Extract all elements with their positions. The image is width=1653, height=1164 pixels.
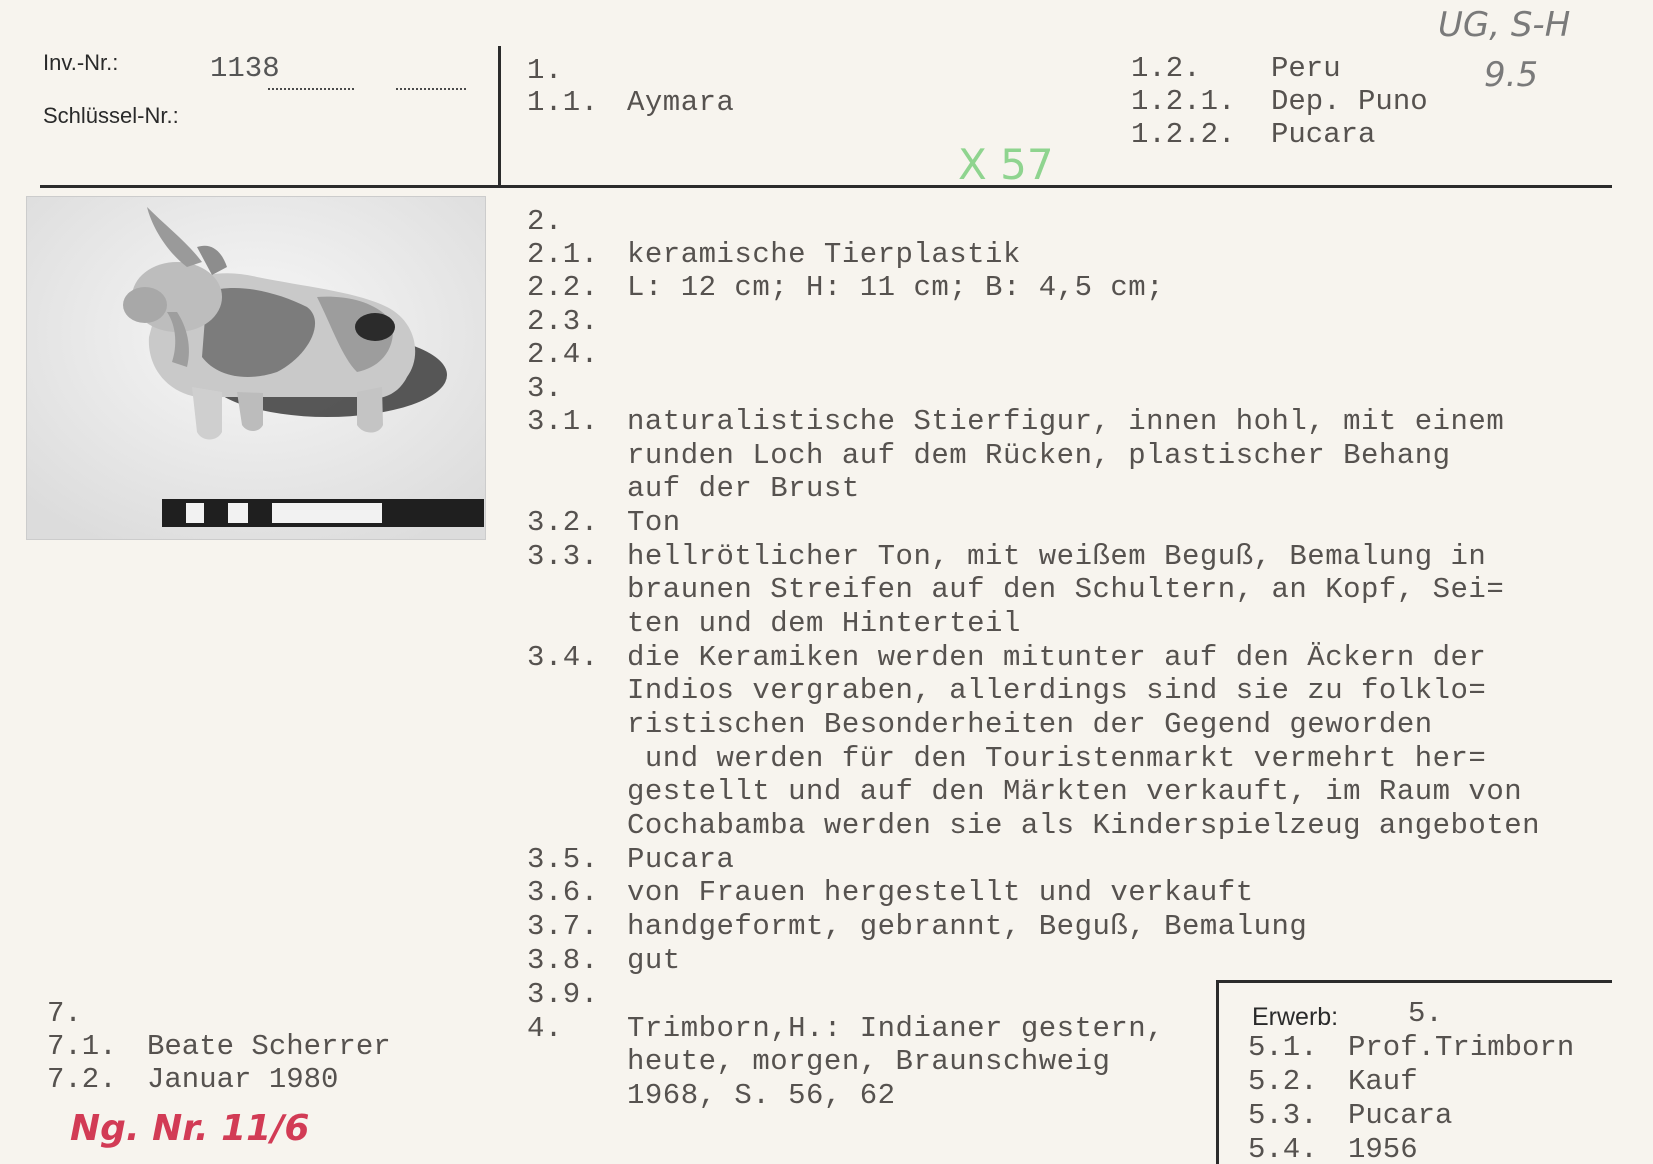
row-num: 2.4. xyxy=(527,338,599,371)
description-line: auf der Brust xyxy=(627,472,860,505)
acquisition-place: Pucara xyxy=(1348,1099,1453,1132)
row-2-2 xyxy=(527,271,1164,305)
acquisition-num: 5. xyxy=(1408,997,1443,1030)
row-num: 2. xyxy=(527,205,563,238)
acquisition-box-top xyxy=(1216,980,1612,983)
maker: von Frauen hergestellt und verkauft xyxy=(627,876,1254,909)
row-num: 1.2.2. xyxy=(1131,118,1236,151)
row-7-1 xyxy=(47,1030,391,1063)
usage-line: gestellt und auf den Märkten verkauft, im Raum von xyxy=(627,775,1523,808)
acquisition-box-left xyxy=(1216,980,1219,1164)
scale-bar xyxy=(162,499,484,527)
technique: handgeformt, gebrannt, Beguß, Bemalung xyxy=(627,910,1308,943)
usage-line: ristischen Besonderheiten der Gegend geworden xyxy=(627,708,1433,741)
row-2 xyxy=(527,205,627,239)
row-1-1 xyxy=(527,86,734,120)
scale-segment xyxy=(228,503,248,523)
row-4 xyxy=(527,1012,1164,1046)
row-num: 1.1. xyxy=(527,86,599,119)
row-1-2-1 xyxy=(1131,85,1428,118)
red-note: Ng. Nr. 11/6 xyxy=(70,1108,310,1149)
row-1-2 xyxy=(1131,52,1341,85)
acquisition-item xyxy=(1248,1099,1452,1132)
row-num: 7.2. xyxy=(47,1063,117,1096)
key-label: Schlüssel-Nr.: xyxy=(43,103,179,128)
header-horizontal-divider xyxy=(40,185,1612,188)
row-3-1 xyxy=(527,405,1504,439)
surface-line: hellrötlicher Ton, mit weißem Beguß, Bemalung in xyxy=(627,540,1487,573)
cataloguer: Beate Scherrer xyxy=(147,1030,391,1063)
row-3-3 xyxy=(527,540,1486,574)
row-3 xyxy=(527,372,627,406)
row-num: 1.2.1. xyxy=(1131,85,1236,118)
row-7-2 xyxy=(47,1063,338,1096)
inv-value: 1138 xyxy=(210,52,280,85)
acquired-from: Prof.Trimborn xyxy=(1348,1031,1575,1064)
surface-line: braunen Streifen auf den Schultern, an Kopf, Sei= xyxy=(627,573,1505,606)
surface-line: ten und dem Hinterteil xyxy=(627,607,1021,640)
row-3-7 xyxy=(527,910,1307,944)
usage-line: die Keramiken werden mitunter auf den Äckern der xyxy=(627,641,1487,674)
row-num: 3.1. xyxy=(527,405,599,438)
row-3-8 xyxy=(527,944,681,978)
row-3-9 xyxy=(527,978,627,1012)
material: Ton xyxy=(627,506,681,539)
usage-line: Cochabamba werden sie als Kinderspielzeug angeboten xyxy=(627,809,1541,842)
literature-line: heute, morgen, Braunschweig xyxy=(627,1045,1111,1078)
row-num: 2.2. xyxy=(527,271,599,304)
row-num: 2.1. xyxy=(527,238,599,271)
place: Pucara xyxy=(1271,118,1376,151)
row-num: 3. xyxy=(527,372,563,405)
row-num: 5.3. xyxy=(1248,1099,1318,1132)
row-num: 3.9. xyxy=(527,978,599,1011)
country: Peru xyxy=(1271,52,1341,85)
acquisition-label: Erwerb: xyxy=(1252,1003,1339,1031)
row-num: 3.5. xyxy=(527,843,599,876)
row-2-3 xyxy=(527,305,627,339)
row-num: 1. xyxy=(527,54,563,87)
acquisition-item xyxy=(1248,1031,1574,1064)
row-num: 7. xyxy=(47,997,82,1030)
scale-segment xyxy=(186,503,204,523)
row-num: 5.1. xyxy=(1248,1031,1318,1064)
inv-dotted-line-1 xyxy=(268,88,354,90)
acquisition-item xyxy=(1248,1133,1418,1161)
row-3-5 xyxy=(527,843,734,877)
object-type: keramische Tierplastik xyxy=(627,238,1021,271)
description-line: runden Loch auf dem Rücken, plastischer Behang xyxy=(627,439,1451,472)
row-7 xyxy=(47,997,147,1030)
acquisition-year: 1956 xyxy=(1348,1133,1418,1161)
row-num: 7.1. xyxy=(47,1030,117,1063)
department: Dep. Puno xyxy=(1271,85,1428,118)
acquisition-item xyxy=(1248,1065,1418,1098)
row-num: 3.7. xyxy=(527,910,599,943)
row-num: 2.3. xyxy=(527,305,599,338)
row-3-4 xyxy=(527,641,1486,675)
row-2-4 xyxy=(527,338,627,372)
usage-line: und werden für den Touristenmarkt vermehrt her= xyxy=(627,742,1487,775)
row-3-6 xyxy=(527,876,1254,910)
row-num: 4. xyxy=(527,1012,563,1045)
object-photo xyxy=(26,196,486,540)
row-num: 3.2. xyxy=(527,506,599,539)
pencil-note-number: 9.5 xyxy=(1484,55,1539,95)
row-num: 1.2. xyxy=(1131,52,1201,85)
green-mark: X 57 xyxy=(958,140,1054,189)
row-2-1 xyxy=(527,238,1021,272)
condition: gut xyxy=(627,944,681,977)
acquisition-type: Kauf xyxy=(1348,1065,1418,1098)
inv-dotted-line-2 xyxy=(396,88,466,90)
bull-figure-image xyxy=(27,197,485,539)
inv-label: Inv.-Nr.: xyxy=(43,50,119,75)
row-num: 3.3. xyxy=(527,540,599,573)
scale-segment xyxy=(272,503,382,523)
header-vertical-divider xyxy=(498,46,501,186)
row-num: 3.6. xyxy=(527,876,599,909)
catalogue-date: Januar 1980 xyxy=(147,1063,339,1096)
row-1-2-2 xyxy=(1131,118,1375,151)
row-num: 3.8. xyxy=(527,944,599,977)
row-num: 5.4. xyxy=(1248,1133,1318,1161)
usage-line: Indios vergraben, allerdings sind sie zu folklo= xyxy=(627,674,1487,707)
literature-line: Trimborn,H.: Indianer gestern, xyxy=(627,1012,1165,1045)
literature-line: 1968, S. 56, 62 xyxy=(627,1079,896,1112)
row-num: 3.4. xyxy=(527,641,599,674)
dimensions: L: 12 cm; H: 11 cm; B: 4,5 cm; xyxy=(627,271,1165,304)
ethnic-group: Aymara xyxy=(627,86,735,119)
production-place: Pucara xyxy=(627,843,735,876)
row-3-2 xyxy=(527,506,681,540)
row-1 xyxy=(527,54,627,88)
pencil-note-code: UG, S-H xyxy=(1438,5,1571,45)
row-num: 5.2. xyxy=(1248,1065,1318,1098)
description-line: naturalistische Stierfigur, innen hohl, mit einem xyxy=(627,405,1505,438)
